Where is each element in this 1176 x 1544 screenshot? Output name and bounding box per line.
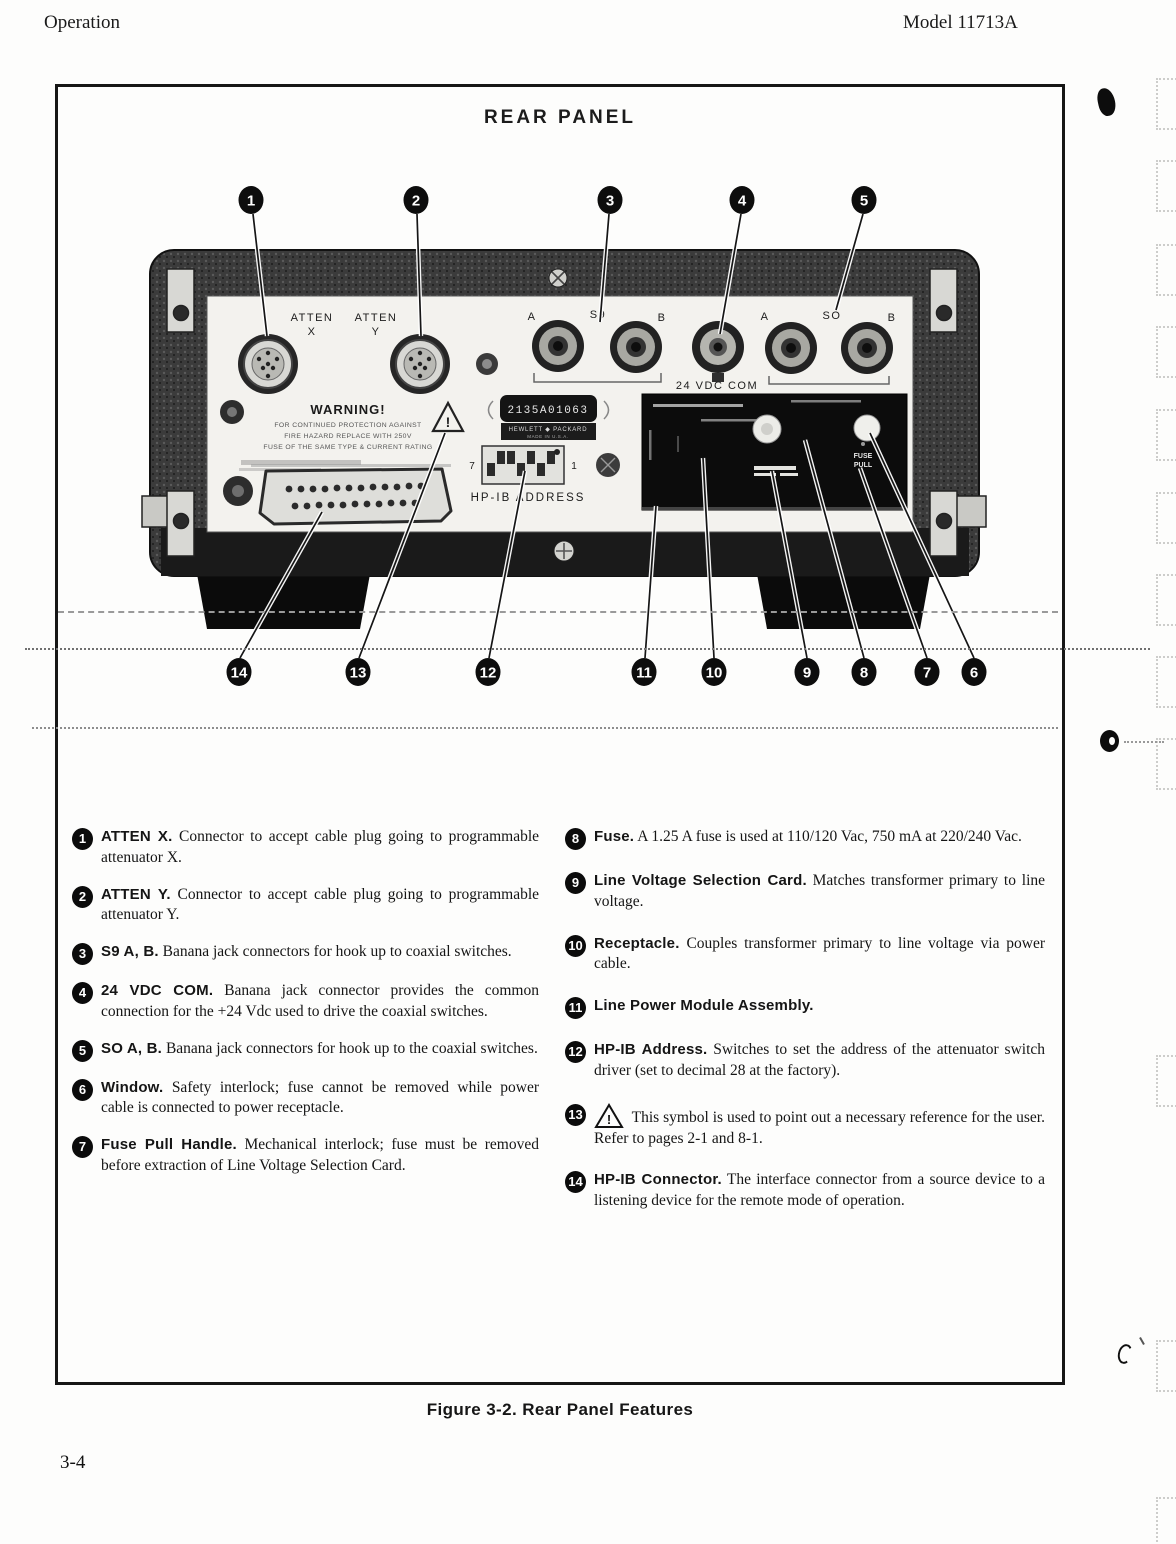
callout-1 <box>239 186 264 214</box>
callout-12 <box>476 658 501 686</box>
scan-artifact <box>1156 244 1176 296</box>
scan-artifact <box>1124 741 1164 743</box>
callout-3 <box>598 186 623 214</box>
list-item <box>72 1039 539 1062</box>
svg-text:7: 7 <box>469 461 475 472</box>
scan-artifact <box>1156 160 1176 212</box>
callout-badge: 1 <box>72 828 93 850</box>
scan-artifact <box>1156 656 1176 708</box>
ink-blot <box>1139 1337 1145 1345</box>
svg-text:3: 3 <box>605 192 615 210</box>
svg-text:HP-IB ADDRESS: HP-IB ADDRESS <box>470 492 586 504</box>
callout-10 <box>702 658 727 686</box>
warning-triangle-icon <box>594 1103 624 1129</box>
item-body: Banana jack connector provides the common connection for the +24 Vdc used to drive the coaxial switches. <box>101 982 539 1020</box>
item-head: S9 A, B. <box>101 943 159 961</box>
svg-text:FIRE HAZARD REPLACE WITH 250V: FIRE HAZARD REPLACE WITH 250V <box>284 433 412 440</box>
item-head: Line Voltage Selection Card. <box>594 872 807 889</box>
svg-text:!: ! <box>445 414 451 430</box>
list-item <box>565 1170 1045 1212</box>
scan-artifact <box>1156 326 1176 378</box>
svg-text:X: X <box>307 326 317 338</box>
callout-badge: 2 <box>72 886 93 908</box>
callout-badge: 11 <box>565 997 586 1019</box>
atten-x-connector <box>238 334 298 394</box>
svg-text:2135A01063: 2135A01063 <box>507 405 589 417</box>
list-item <box>72 827 539 869</box>
item-head: Fuse Pull Handle. <box>101 1136 237 1154</box>
callout-badge: 10 <box>565 935 586 957</box>
svg-text:WARNING!: WARNING! <box>310 402 386 417</box>
instrument-feet <box>197 574 930 629</box>
list-item <box>565 934 1045 976</box>
s9-a-jack <box>532 320 584 372</box>
item-head: ATTEN Y. <box>101 885 171 903</box>
callout-6 <box>962 658 987 686</box>
svg-text:SO: SO <box>822 310 842 322</box>
callout-badge: 7 <box>72 1136 93 1158</box>
callout-badge: 13 <box>565 1104 586 1126</box>
scan-artifact <box>1156 738 1176 790</box>
figure-title: REAR PANEL <box>483 107 637 128</box>
svg-text:S9: S9 <box>589 309 607 321</box>
scan-artifact <box>1156 1340 1176 1392</box>
item-head: Receptacle. <box>594 934 680 952</box>
list-item <box>72 981 539 1023</box>
so-a-jack <box>765 322 817 374</box>
ink-blot <box>1100 730 1119 752</box>
callout-2 <box>404 186 429 214</box>
item-body: Matches transformer primary to line voltage. <box>594 872 1046 910</box>
item-body: This symbol is used to point out a necessary reference for the user. Refer to pages 2-1 and 8-1. <box>594 1108 1045 1147</box>
so-b-jack <box>841 322 893 374</box>
item-body: Switches to set the address of the attenuator switch driver (set to decimal 28 at the factory). <box>594 1041 1046 1079</box>
list-item <box>565 1040 1045 1082</box>
serial-plate <box>489 395 609 440</box>
callout-badge: 4 <box>72 982 93 1004</box>
svg-text:5: 5 <box>859 192 869 210</box>
item-body: Connector to accept cable plug going to programmable attenuator Y. <box>101 885 540 924</box>
item-head: Line Power Module Assembly. <box>594 997 814 1015</box>
page-number: 3-4 <box>60 1452 86 1473</box>
scan-artifact <box>1156 1055 1176 1107</box>
callout-badge: 9 <box>565 872 586 894</box>
callout-11 <box>632 658 657 686</box>
s9-b-jack <box>610 321 662 373</box>
callout-8 <box>852 658 877 686</box>
scan-fold-line <box>32 727 1058 729</box>
scan-artifact <box>1156 574 1176 626</box>
scan-fold-line <box>58 611 1058 613</box>
list-item <box>72 1135 539 1177</box>
svg-text:PULL: PULL <box>853 462 873 469</box>
callout-4 <box>730 186 755 214</box>
svg-text:7: 7 <box>922 664 932 682</box>
callout-9 <box>795 658 820 686</box>
callout-badge: 14 <box>565 1171 586 1193</box>
item-body: Couples transformer primary to line voltage via power cable. <box>594 934 1046 973</box>
svg-text:11: 11 <box>636 664 652 682</box>
atten-y-connector <box>390 334 450 394</box>
callout-badge: 8 <box>565 828 586 850</box>
svg-text:9: 9 <box>802 664 812 682</box>
callout-13 <box>346 658 371 686</box>
item-head: Fuse. <box>594 828 635 845</box>
svg-text:B: B <box>887 312 897 324</box>
callout-badge: 3 <box>72 943 93 965</box>
svg-text:HEWLETT ◆ PACKARD: HEWLETT ◆ PACKARD <box>508 427 588 433</box>
list-item <box>565 827 1045 850</box>
callout-badge: 5 <box>72 1040 93 1062</box>
scan-artifact <box>1156 78 1176 130</box>
item-head: SO A, B. <box>101 1039 163 1057</box>
item-body: Banana jack connectors for hook up to coaxial switches. <box>162 943 512 961</box>
scan-artifact <box>1156 1497 1176 1544</box>
list-item <box>565 871 1045 913</box>
svg-text:1: 1 <box>246 192 256 210</box>
svg-text:2: 2 <box>411 192 421 210</box>
svg-text:6: 6 <box>969 664 979 682</box>
item-head: Window. <box>101 1078 164 1096</box>
svg-text:MADE IN U.S.A.: MADE IN U.S.A. <box>527 434 569 439</box>
svg-text:10: 10 <box>705 664 723 682</box>
svg-text:FOR CONTINUED PROTECTION AGAIN: FOR CONTINUED PROTECTION AGAINST <box>274 422 422 429</box>
ink-blot <box>1095 87 1117 118</box>
item-body: Connector to accept cable plug going to programmable attenuator X. <box>101 828 540 866</box>
svg-text:FUSE OF THE SAME TYPE & CURREN: FUSE OF THE SAME TYPE & CURRENT RATING <box>263 444 433 451</box>
header-left: Operation <box>44 12 120 33</box>
header-right: Model 11713A <box>903 12 1018 33</box>
list-item <box>565 1103 1045 1150</box>
scan-artifact <box>1156 492 1176 544</box>
svg-text:A: A <box>760 311 770 323</box>
callout-14 <box>227 658 252 686</box>
svg-text:1: 1 <box>571 461 577 472</box>
list-item <box>72 942 539 965</box>
svg-text:14: 14 <box>230 664 248 682</box>
list-item <box>72 885 539 927</box>
svg-text:B: B <box>657 312 667 324</box>
callout-5 <box>852 186 877 214</box>
svg-text:13: 13 <box>349 664 367 682</box>
list-item <box>565 996 1045 1019</box>
callout-badge: 12 <box>565 1041 586 1063</box>
svg-text:12: 12 <box>479 664 497 682</box>
item-head: HP-IB Address. <box>594 1041 708 1059</box>
scan-artifact <box>1156 409 1176 461</box>
item-body: Banana jack connectors for hook up to the coaxial switches. <box>165 1039 538 1057</box>
item-body: The interface connector from a source device to a listening device for the remote mode of operation. <box>594 1171 1045 1210</box>
svg-text:24 VDC COM: 24 VDC COM <box>675 380 759 392</box>
scan-fold-line <box>25 648 1150 650</box>
vdc-com-jack <box>692 321 744 373</box>
ink-blot <box>1116 1343 1134 1366</box>
fuse-window <box>854 415 880 441</box>
item-head: HP-IB Connector. <box>594 1171 722 1189</box>
svg-text:Y: Y <box>371 326 381 338</box>
callout-7 <box>915 658 940 686</box>
list-item <box>72 1078 539 1120</box>
feature-list-right <box>565 827 1045 1233</box>
item-body: Safety interlock; fuse cannot be removed while power cable is connected to power receptacle. <box>101 1078 539 1117</box>
svg-text:!: ! <box>606 1111 612 1127</box>
item-head: ATTEN X. <box>101 828 173 845</box>
svg-text:A: A <box>527 311 537 323</box>
item-body: A 1.25 A fuse is used at 110/120 Vac, 750 mA at 220/240 Vac. <box>637 828 1022 845</box>
svg-text:ATTEN: ATTEN <box>354 312 398 324</box>
figure-caption: Figure 3-2. Rear Panel Features <box>426 1400 694 1419</box>
svg-text:4: 4 <box>737 192 747 210</box>
svg-text:ATTEN: ATTEN <box>290 312 334 324</box>
item-body: Mechanical interlock; fuse must be removed before extraction of Line Voltage Selection Card. <box>101 1136 539 1174</box>
feature-list-left <box>72 827 539 1193</box>
svg-text:FUSE: FUSE <box>853 453 873 460</box>
svg-text:8: 8 <box>859 664 869 682</box>
callout-badge: 6 <box>72 1079 93 1101</box>
item-head: 24 VDC COM. <box>101 982 214 1000</box>
